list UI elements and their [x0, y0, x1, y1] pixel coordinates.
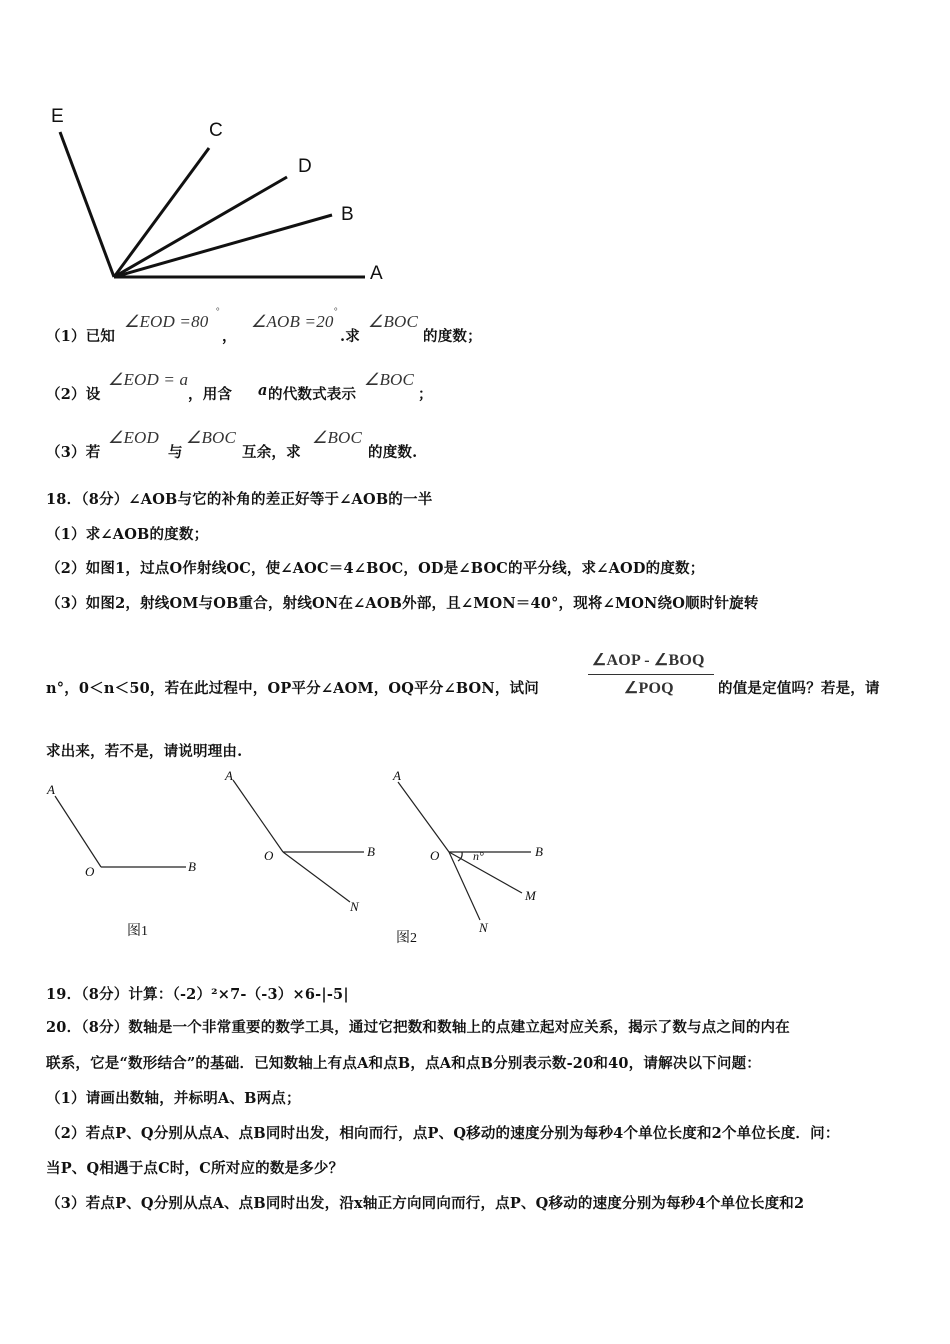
- q18-line3: （2）如图1，过点O作射线OC，使∠AOC＝4∠BOC，OD是∠BOC的平分线，求∠AOD的度数；: [46, 560, 705, 577]
- fraction-bar: [588, 674, 714, 675]
- fig2-label-n-deg: n°: [473, 849, 484, 863]
- fig-mid-label-o: O: [264, 848, 274, 863]
- q19-line: 19．（8分）计算：（-2）²×7-（-3）×6-|-5|: [46, 986, 349, 1003]
- q20-line2: 联系，它是“数形结合”的基础．已知数轴上有点A和点B，点A和点B分别表示数-20和40，请解决以下问题：: [46, 1055, 761, 1072]
- q20-line4: （2）若点P、Q分别从点A、点B同时出发，相向而行，点P、Q移动的速度分别为每秒4个单位长度和2个单位长度．问：: [46, 1125, 840, 1142]
- fig1-ray-oa: [55, 796, 101, 867]
- label-b: B: [341, 204, 354, 225]
- fig2-label-b: B: [535, 844, 543, 859]
- fig2-label-n: N: [479, 920, 488, 935]
- label-a: A: [370, 263, 383, 284]
- fig2-label-m: M: [525, 888, 536, 903]
- label-c: C: [209, 120, 223, 141]
- fig-mid-ray-on: [283, 852, 350, 902]
- ray-ob: [114, 215, 332, 277]
- fig1-caption: 图1: [127, 924, 148, 939]
- ray-oe: [60, 132, 114, 277]
- label-d: D: [298, 156, 312, 177]
- fig2-angle-arc: [458, 852, 462, 861]
- q18-line2: （1）求∠AOB的度数；: [46, 526, 209, 543]
- q18-line5: n°，0＜n＜50，若在此过程中，OP平分∠AOM，OQ平分∠BON，试问 ∠AOP - ∠BOQ ∠POQ 的值是定值吗？若是，请: [46, 652, 880, 697]
- fig2-caption: 图2: [396, 931, 417, 946]
- fig2-label-o: O: [430, 848, 440, 863]
- fig2-ray-om: [449, 852, 522, 893]
- fig1-label-a: A: [47, 782, 55, 797]
- fraction-numerator: ∠AOP - ∠BOQ: [592, 652, 705, 669]
- q20-line3: （1）请画出数轴，并标明A、B两点；: [46, 1090, 301, 1107]
- fig2-ray-oa: [398, 782, 449, 852]
- fig1-label-b: B: [188, 859, 196, 874]
- fig-mid-ray-oa: [233, 780, 283, 852]
- q18-line1: 18．（8分）∠AOB与它的补角的差正好等于∠AOB的一半: [46, 491, 433, 508]
- fig-mid-label-b: B: [367, 844, 375, 859]
- q20-line5: 当P、Q相遇于点C时，C所对应的数是多少？: [46, 1160, 344, 1177]
- fig-mid-label-a: A: [225, 768, 233, 783]
- fig2-label-a: A: [393, 768, 401, 783]
- q20-line6: （3）若点P、Q分别从点A、点B同时出发，沿x轴正方向同向而行，点P、Q移动的速度分别为每秒4个单位长度和2: [46, 1195, 805, 1212]
- q20-line1: 20．（8分）数轴是一个非常重要的数学工具，通过它把数和数轴上的点建立起对应关系，揭示了数与点之间的内在: [46, 1019, 790, 1036]
- ray-od: [114, 177, 287, 277]
- fraction-denominator: ∠POQ: [624, 680, 674, 697]
- q18-line6: 求出来，若不是，请说明理由.: [46, 743, 243, 760]
- fig-mid-label-n: N: [350, 899, 359, 914]
- q18-line4: （3）如图2，射线OM与OB重合，射线ON在∠AOB外部，且∠MON＝40°，现将∠MON绕O顺时针旋转: [46, 595, 759, 612]
- fig1-label-o: O: [85, 864, 95, 879]
- label-e: E: [51, 106, 64, 127]
- ray-oc: [114, 148, 209, 277]
- angle-rays-figure: [0, 0, 950, 300]
